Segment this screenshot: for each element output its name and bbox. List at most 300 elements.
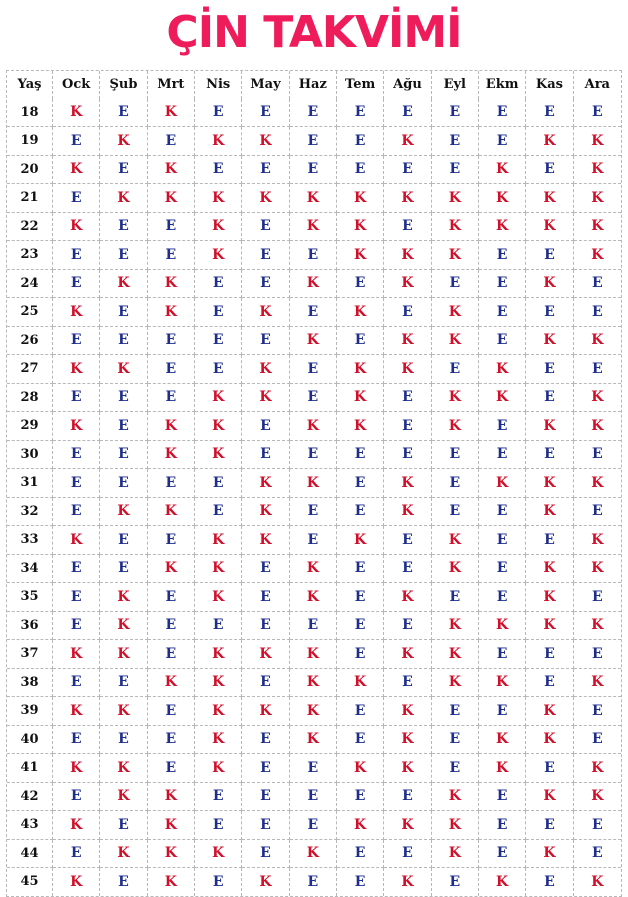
gender-cell: K: [195, 754, 242, 783]
gender-cell: K: [290, 412, 337, 441]
gender-cell: E: [148, 754, 195, 783]
gender-cell: K: [526, 783, 573, 812]
header-row: [7, 71, 621, 99]
age-cell: 37: [7, 640, 53, 669]
age-cell: 33: [7, 526, 53, 555]
gender-cell: E: [53, 840, 100, 869]
gender-cell: K: [432, 327, 479, 356]
gender-cell: E: [432, 754, 479, 783]
gender-cell: K: [290, 270, 337, 299]
gender-cell: K: [242, 697, 289, 726]
gender-cell: E: [479, 811, 526, 840]
table-row: [7, 498, 621, 527]
gender-cell: K: [290, 327, 337, 356]
gender-cell: E: [242, 612, 289, 641]
gender-cell: K: [53, 213, 100, 242]
gender-cell: E: [526, 384, 573, 413]
table-row: [7, 697, 621, 726]
age-cell: 30: [7, 441, 53, 470]
gender-cell: E: [526, 99, 573, 128]
gender-cell: K: [479, 355, 526, 384]
gender-cell: K: [526, 583, 573, 612]
gender-cell: E: [337, 127, 384, 156]
gender-cell: K: [337, 384, 384, 413]
table-row: [7, 270, 621, 299]
gender-cell: E: [242, 241, 289, 270]
gender-cell: E: [100, 384, 147, 413]
header-month: Eyl: [432, 71, 479, 99]
gender-cell: K: [148, 441, 195, 470]
gender-cell: K: [195, 640, 242, 669]
gender-cell: K: [526, 697, 573, 726]
gender-cell: E: [574, 840, 621, 869]
gender-cell: K: [195, 441, 242, 470]
gender-cell: E: [432, 726, 479, 755]
gender-cell: K: [148, 868, 195, 896]
header-month: Ara: [584, 77, 610, 93]
gender-cell: K: [384, 241, 431, 270]
gender-cell: E: [290, 811, 337, 840]
gender-cell: K: [100, 498, 147, 527]
gender-cell: K: [526, 612, 573, 641]
table-row: [7, 811, 621, 840]
gender-cell: E: [479, 583, 526, 612]
gender-cell: K: [290, 640, 337, 669]
gender-cell: E: [290, 612, 337, 641]
gender-cell: K: [195, 213, 242, 242]
gender-cell: E: [432, 156, 479, 185]
gender-cell: E: [384, 213, 431, 242]
gender-cell: E: [53, 127, 100, 156]
gender-cell: E: [432, 127, 479, 156]
gender-cell: E: [195, 99, 242, 128]
gender-cell: K: [384, 270, 431, 299]
table-row: [7, 469, 621, 498]
age-cell: 40: [7, 726, 53, 755]
gender-cell: E: [242, 327, 289, 356]
gender-cell: K: [337, 754, 384, 783]
age-cell: 25: [7, 298, 53, 327]
table-row: [7, 241, 621, 270]
gender-cell: K: [384, 498, 431, 527]
gender-cell: K: [290, 583, 337, 612]
gender-cell: E: [148, 213, 195, 242]
gender-cell: K: [337, 213, 384, 242]
gender-cell: K: [574, 327, 621, 356]
gender-cell: K: [384, 726, 431, 755]
gender-cell: E: [242, 213, 289, 242]
gender-cell: E: [148, 583, 195, 612]
gender-cell: K: [290, 726, 337, 755]
gender-cell: K: [591, 873, 604, 890]
gender-cell: E: [337, 640, 384, 669]
gender-cell: E: [337, 270, 384, 299]
page-title: ÇİN TAKVİMİ: [166, 7, 462, 58]
age-cell: 34: [7, 555, 53, 584]
gender-cell: K: [100, 127, 147, 156]
gender-cell: K: [384, 327, 431, 356]
gender-cell: E: [574, 640, 621, 669]
gender-cell: E: [242, 783, 289, 812]
gender-cell: E: [100, 726, 147, 755]
gender-cell: K: [574, 184, 621, 213]
table-row: [7, 327, 621, 356]
gender-cell: E: [242, 583, 289, 612]
age-cell: 42: [7, 783, 53, 812]
gender-cell: K: [53, 526, 100, 555]
gender-cell: K: [479, 469, 526, 498]
gender-cell: E: [526, 754, 573, 783]
gender-cell: K: [337, 412, 384, 441]
gender-cell: E: [148, 612, 195, 641]
gender-cell: K: [574, 555, 621, 584]
gender-cell: E: [53, 783, 100, 812]
gender-cell: K: [290, 669, 337, 698]
gender-cell: E: [53, 469, 100, 498]
gender-cell: K: [195, 241, 242, 270]
gender-cell: K: [479, 384, 526, 413]
gender-cell: K: [337, 241, 384, 270]
header-month: Mrt: [148, 71, 195, 99]
gender-cell: K: [100, 270, 147, 299]
gender-cell: K: [479, 156, 526, 185]
gender-cell: K: [526, 184, 573, 213]
gender-cell: E: [479, 526, 526, 555]
gender-cell: E: [290, 868, 337, 896]
gender-cell: E: [337, 583, 384, 612]
gender-cell: K: [432, 213, 479, 242]
gender-cell: K: [148, 184, 195, 213]
gender-cell: K: [526, 555, 573, 584]
gender-cell: E: [242, 156, 289, 185]
gender-cell: K: [148, 811, 195, 840]
age-cell: 28: [7, 384, 53, 413]
gender-cell: E: [574, 99, 621, 128]
gender-cell: K: [195, 555, 242, 584]
gender-cell: K: [384, 469, 431, 498]
gender-cell: K: [242, 526, 289, 555]
gender-cell: E: [526, 669, 573, 698]
chinese-calendar-table: [6, 70, 622, 897]
gender-cell: E: [290, 355, 337, 384]
table-row: [7, 127, 621, 156]
gender-cell: K: [290, 184, 337, 213]
gender-cell: K: [53, 298, 100, 327]
gender-cell: K: [53, 640, 100, 669]
gender-cell: E: [337, 99, 384, 128]
gender-cell: K: [384, 868, 431, 896]
age-cell: 18: [7, 99, 53, 128]
gender-cell: K: [526, 840, 573, 869]
gender-cell: K: [337, 298, 384, 327]
gender-cell: K: [53, 99, 100, 128]
gender-cell: E: [384, 783, 431, 812]
gender-cell: E: [384, 156, 431, 185]
gender-cell: K: [100, 612, 147, 641]
gender-cell: K: [384, 127, 431, 156]
gender-cell: K: [242, 184, 289, 213]
gender-cell: E: [53, 184, 100, 213]
gender-cell: K: [432, 640, 479, 669]
gender-cell: K: [195, 526, 242, 555]
gender-cell: E: [290, 754, 337, 783]
gender-cell: E: [479, 270, 526, 299]
gender-cell: E: [100, 327, 147, 356]
age-cell: 44: [7, 840, 53, 869]
gender-cell: K: [242, 498, 289, 527]
gender-cell: K: [432, 555, 479, 584]
gender-cell: E: [100, 811, 147, 840]
gender-cell: K: [432, 298, 479, 327]
gender-cell: K: [479, 669, 526, 698]
gender-cell: E: [337, 726, 384, 755]
gender-cell: E: [479, 327, 526, 356]
table-row: [7, 384, 621, 413]
gender-cell: E: [479, 640, 526, 669]
gender-cell: K: [148, 840, 195, 869]
gender-cell: E: [479, 555, 526, 584]
gender-cell: E: [290, 783, 337, 812]
gender-cell: K: [574, 127, 621, 156]
gender-cell: E: [526, 156, 573, 185]
header-age: Yaş: [7, 71, 53, 99]
age-cell: 29: [7, 412, 53, 441]
gender-cell: E: [479, 441, 526, 470]
gender-cell: K: [100, 697, 147, 726]
table-row: [7, 355, 621, 384]
age-cell: 35: [7, 583, 53, 612]
gender-cell: K: [100, 840, 147, 869]
gender-cell: E: [290, 99, 337, 128]
gender-cell: E: [53, 583, 100, 612]
gender-cell: E: [242, 754, 289, 783]
gender-cell: E: [100, 526, 147, 555]
gender-cell: E: [53, 726, 100, 755]
gender-cell: E: [337, 868, 384, 896]
gender-cell: K: [432, 384, 479, 413]
gender-cell: E: [337, 498, 384, 527]
gender-cell: E: [242, 840, 289, 869]
gender-cell: K: [195, 583, 242, 612]
gender-cell: K: [432, 241, 479, 270]
gender-cell: E: [432, 99, 479, 128]
gender-cell: E: [432, 583, 479, 612]
gender-cell: E: [242, 441, 289, 470]
gender-cell: E: [148, 697, 195, 726]
gender-cell: E: [100, 156, 147, 185]
gender-cell: K: [195, 127, 242, 156]
gender-cell: K: [195, 697, 242, 726]
gender-cell: K: [574, 612, 621, 641]
gender-cell: K: [526, 327, 573, 356]
gender-cell: K: [148, 783, 195, 812]
header-month: Şub: [100, 71, 147, 99]
gender-cell: K: [574, 384, 621, 413]
gender-cell: E: [53, 669, 100, 698]
gender-cell: E: [148, 640, 195, 669]
gender-cell: E: [432, 868, 479, 896]
gender-cell: K: [195, 412, 242, 441]
age-cell: 23: [7, 241, 53, 270]
gender-cell: E: [479, 412, 526, 441]
gender-cell: K: [479, 754, 526, 783]
table-row: [7, 412, 621, 441]
gender-cell: E: [384, 669, 431, 698]
gender-cell: K: [53, 811, 100, 840]
gender-cell: K: [574, 241, 621, 270]
age-cell: 43: [7, 811, 53, 840]
age-cell: 38: [7, 669, 53, 698]
gender-cell: E: [384, 555, 431, 584]
gender-cell: E: [526, 868, 573, 896]
gender-cell: E: [100, 412, 147, 441]
gender-cell: E: [53, 441, 100, 470]
gender-cell: K: [479, 184, 526, 213]
gender-cell: E: [242, 726, 289, 755]
gender-cell: K: [195, 669, 242, 698]
gender-cell: E: [526, 298, 573, 327]
gender-cell: K: [148, 298, 195, 327]
gender-cell: E: [337, 469, 384, 498]
gender-cell: E: [290, 526, 337, 555]
gender-cell: E: [195, 868, 242, 896]
gender-cell: K: [384, 184, 431, 213]
gender-cell: E: [195, 270, 242, 299]
gender-cell: K: [242, 640, 289, 669]
gender-cell: K: [100, 783, 147, 812]
gender-cell: E: [242, 412, 289, 441]
gender-cell: E: [290, 384, 337, 413]
gender-cell: E: [53, 555, 100, 584]
gender-cell: K: [384, 754, 431, 783]
gender-cell: E: [53, 270, 100, 299]
gender-cell: K: [148, 669, 195, 698]
gender-cell: K: [337, 184, 384, 213]
gender-cell: K: [479, 213, 526, 242]
gender-cell: E: [242, 99, 289, 128]
table-row: [7, 184, 621, 213]
gender-cell: E: [574, 697, 621, 726]
gender-cell: E: [100, 241, 147, 270]
gender-cell: K: [432, 811, 479, 840]
header-month: May: [242, 71, 289, 99]
table-row: [7, 441, 621, 470]
gender-cell: K: [100, 640, 147, 669]
gender-cell: E: [479, 127, 526, 156]
gender-cell: K: [242, 355, 289, 384]
table-row: [7, 555, 621, 584]
gender-cell: E: [384, 840, 431, 869]
gender-cell: K: [195, 384, 242, 413]
gender-cell: K: [242, 469, 289, 498]
gender-cell: E: [526, 526, 573, 555]
age-cell: 21: [7, 184, 53, 213]
gender-cell: K: [432, 783, 479, 812]
age-cell: 45: [7, 868, 53, 896]
gender-cell: E: [290, 498, 337, 527]
gender-cell: E: [148, 241, 195, 270]
gender-cell: E: [148, 726, 195, 755]
gender-cell: K: [432, 184, 479, 213]
gender-cell: E: [290, 241, 337, 270]
gender-cell: K: [479, 726, 526, 755]
gender-cell: E: [242, 555, 289, 584]
age-cell: 19: [7, 127, 53, 156]
gender-cell: E: [53, 498, 100, 527]
gender-cell: E: [384, 99, 431, 128]
gender-cell: E: [337, 441, 384, 470]
gender-cell: K: [574, 156, 621, 185]
gender-cell: K: [337, 811, 384, 840]
gender-cell: E: [337, 555, 384, 584]
gender-cell: K: [242, 868, 289, 896]
gender-cell: K: [53, 156, 100, 185]
gender-cell: E: [148, 469, 195, 498]
gender-cell: E: [432, 469, 479, 498]
gender-cell: E: [479, 697, 526, 726]
gender-cell: K: [290, 469, 337, 498]
age-cell: 20: [7, 156, 53, 185]
gender-cell: K: [432, 526, 479, 555]
table-row: [7, 754, 621, 783]
header-month: Nis: [195, 71, 242, 99]
gender-cell: K: [53, 412, 100, 441]
table-row: [7, 868, 621, 896]
gender-cell: E: [384, 612, 431, 641]
gender-cell: E: [526, 640, 573, 669]
gender-cell: K: [53, 697, 100, 726]
gender-cell: K: [526, 213, 573, 242]
gender-cell: E: [337, 697, 384, 726]
gender-cell: E: [432, 498, 479, 527]
header-month: Kas: [526, 71, 573, 99]
gender-cell: E: [53, 241, 100, 270]
gender-cell: E: [100, 99, 147, 128]
gender-cell: E: [53, 327, 100, 356]
gender-cell: K: [574, 213, 621, 242]
gender-cell: K: [195, 184, 242, 213]
gender-cell: K: [195, 840, 242, 869]
gender-cell: E: [574, 811, 621, 840]
gender-cell: E: [100, 469, 147, 498]
gender-cell: K: [384, 355, 431, 384]
gender-cell: E: [574, 355, 621, 384]
gender-cell: K: [432, 412, 479, 441]
gender-cell: E: [148, 327, 195, 356]
gender-cell: E: [337, 156, 384, 185]
gender-cell: K: [337, 355, 384, 384]
gender-cell: K: [100, 583, 147, 612]
gender-cell: E: [526, 441, 573, 470]
age-cell: 36: [7, 612, 53, 641]
gender-cell: E: [432, 697, 479, 726]
gender-cell: K: [526, 726, 573, 755]
gender-cell: E: [526, 811, 573, 840]
gender-cell: E: [337, 840, 384, 869]
gender-cell: K: [479, 868, 526, 896]
gender-cell: E: [574, 270, 621, 299]
header-month: Ağu: [384, 71, 431, 99]
gender-cell: K: [242, 127, 289, 156]
age-cell: 26: [7, 327, 53, 356]
gender-cell: K: [148, 412, 195, 441]
gender-cell: K: [100, 184, 147, 213]
gender-cell: K: [526, 469, 573, 498]
gender-cell: E: [479, 840, 526, 869]
table-row: [7, 726, 621, 755]
table-row: [7, 298, 621, 327]
gender-cell: K: [290, 555, 337, 584]
